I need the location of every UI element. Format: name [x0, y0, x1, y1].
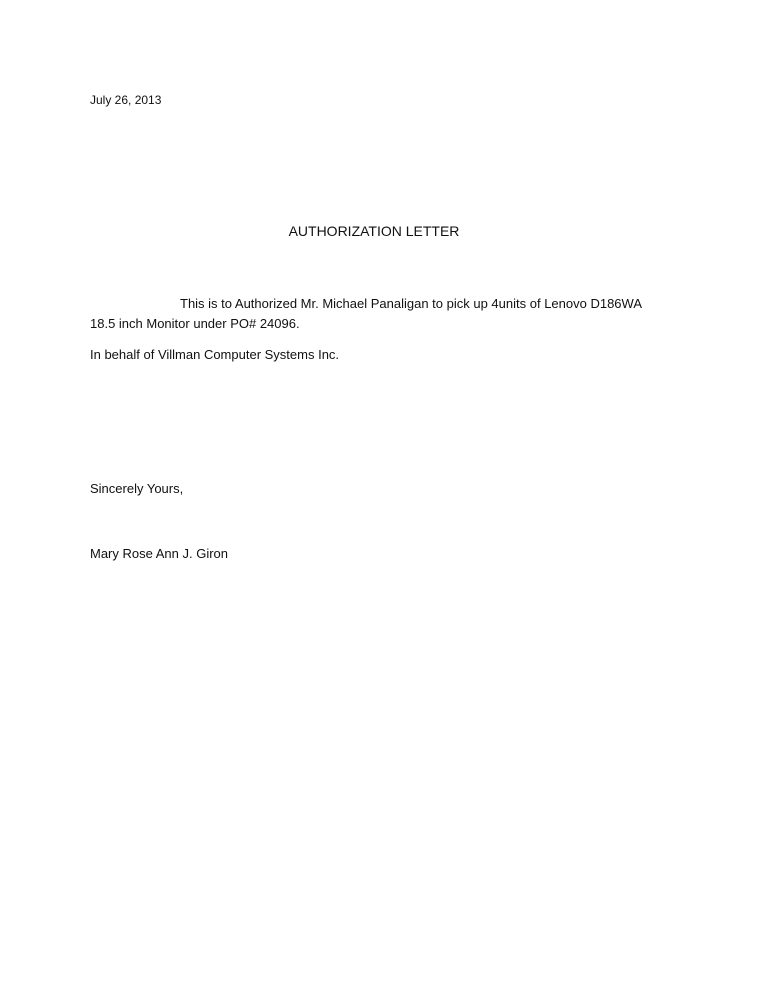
letter-date: July 26, 2013 — [90, 93, 162, 107]
letter-behalf: In behalf of Villman Computer Systems Inc. — [90, 347, 340, 362]
letter-signer: Mary Rose Ann J. Giron — [90, 546, 228, 561]
letter-body-line-2: 18.5 inch Monitor under PO# 24096. — [90, 316, 300, 331]
letter-title-text: AUTHORIZATION LETTER — [288, 223, 460, 239]
letter-body — [90, 294, 690, 334]
letter-body-line-1: This is to Authorized Mr. Michael Panaligan to pick up 4units of Lenovo D186WA — [180, 296, 642, 311]
letter-closing: Sincerely Yours, — [90, 481, 184, 496]
letter-title — [0, 222, 768, 240]
